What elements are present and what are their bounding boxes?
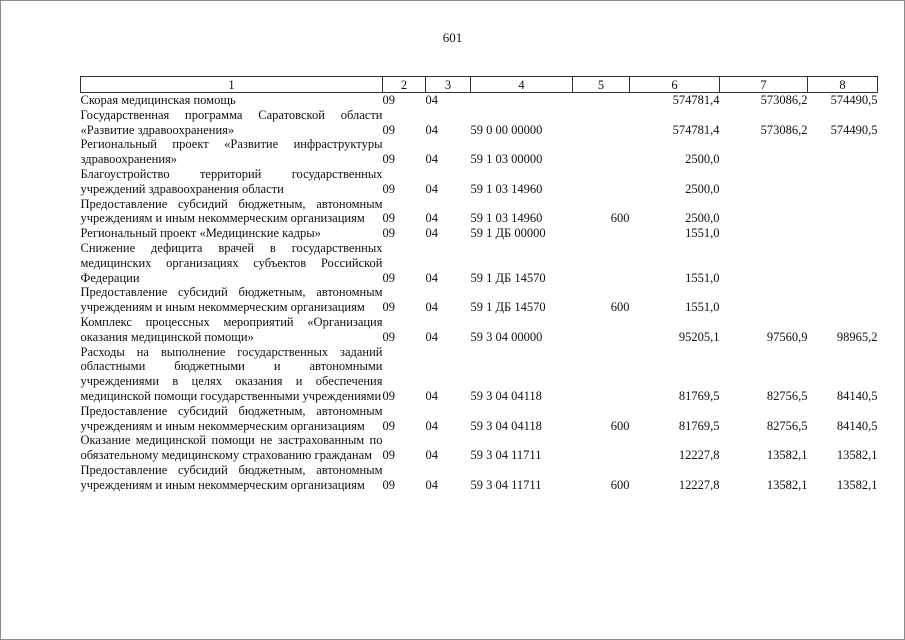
column-header: 4 xyxy=(471,77,573,93)
amount-year-2 xyxy=(720,137,808,167)
target-article-code: 59 1 03 14960 xyxy=(470,211,543,226)
column-header: 2 xyxy=(383,77,426,93)
expense-type-code xyxy=(573,433,630,463)
subsection-code: 04 xyxy=(425,300,438,315)
table-row xyxy=(81,404,878,434)
expense-name: Комплекс процессных мероприятий «Организация оказания медицинской помощи» xyxy=(80,314,383,344)
subsection-code: 04 xyxy=(425,477,438,492)
subsection-code: 04 xyxy=(425,226,438,241)
expense-name: Предоставление субсидий бюджетным, автономным учреждениям и иным некоммерческим организациям xyxy=(80,285,383,315)
section-code: 09 xyxy=(382,226,395,241)
subsection-code: 04 xyxy=(425,270,438,285)
amount-year-2 xyxy=(720,197,808,227)
target-article-code: 59 3 04 11711 xyxy=(470,477,542,492)
column-header: 1 xyxy=(81,77,383,93)
amount-year-1: 12227,8 xyxy=(678,448,720,463)
expense-name: Снижение дефицита врачей в государственных медицинских организациях субъектов Российской Федерации xyxy=(80,240,383,285)
amount-year-1: 81769,5 xyxy=(678,388,720,403)
table-row xyxy=(81,345,878,404)
expense-name: Предоставление субсидий бюджетным, автономным учреждениям и иным некоммерческим организациям xyxy=(80,462,383,492)
amount-year-2: 573086,2 xyxy=(760,93,808,107)
amount-year-2: 82756,5 xyxy=(766,418,808,433)
amount-year-3 xyxy=(808,226,878,241)
table-row xyxy=(81,137,878,167)
amount-year-3 xyxy=(808,241,878,285)
budget-table xyxy=(80,76,878,493)
expense-type-code xyxy=(573,137,630,167)
amount-year-3 xyxy=(808,167,878,197)
amount-year-2: 13582,1 xyxy=(766,477,808,492)
amount-year-2: 573086,2 xyxy=(760,122,808,137)
section-code: 09 xyxy=(382,300,395,315)
target-article-code: 59 1 ДБ 14570 xyxy=(470,270,546,285)
amount-year-2 xyxy=(720,226,808,241)
expense-name: Государственная программа Саратовской области «Развитие здравоохранения» xyxy=(80,107,383,137)
expense-type-code xyxy=(573,108,630,138)
section-code: 09 xyxy=(382,93,395,107)
section-code: 09 xyxy=(382,181,395,196)
target-article-code: 59 1 ДБ 00000 xyxy=(470,226,546,241)
target-article-code: 59 3 04 00000 xyxy=(470,329,543,344)
target-article-code: 59 0 00 00000 xyxy=(470,122,543,137)
amount-year-1: 95205,1 xyxy=(678,329,720,344)
expense-type-code xyxy=(573,345,630,404)
expense-name: Расходы на выполнение государственных заданий областными бюджетными и автономными учреждениями в целях оказания и обеспечения медицинской помощи государственными учреждениями xyxy=(80,344,383,403)
subsection-code: 04 xyxy=(425,181,438,196)
expense-name: Региональный проект «Развитие инфраструктуры здравоохранения» xyxy=(80,137,383,167)
expense-type-code: 600 xyxy=(610,300,630,315)
table-row xyxy=(81,285,878,315)
section-code: 09 xyxy=(382,152,395,167)
target-article-code: 59 3 04 04118 xyxy=(470,418,542,433)
target-article-code: 59 1 03 00000 xyxy=(470,152,543,167)
expense-name: Благоустройство территорий государственных учреждений здравоохранения области xyxy=(80,166,383,196)
subsection-code: 04 xyxy=(425,388,438,403)
amount-year-2 xyxy=(720,167,808,197)
amount-year-3: 98965,2 xyxy=(836,329,878,344)
amount-year-3 xyxy=(808,197,878,227)
section-code: 09 xyxy=(382,270,395,285)
table-row xyxy=(81,226,878,241)
amount-year-1: 2500,0 xyxy=(685,181,720,196)
amount-year-3 xyxy=(808,285,878,315)
column-header: 8 xyxy=(808,77,878,93)
table-row xyxy=(81,93,878,108)
amount-year-2: 97560,9 xyxy=(766,329,808,344)
target-article-code: 59 1 ДБ 14570 xyxy=(470,300,546,315)
expense-name: Скорая медицинская помощь xyxy=(80,93,236,107)
amount-year-1: 1551,0 xyxy=(685,300,720,315)
expense-type-code: 600 xyxy=(610,211,630,226)
amount-year-3: 13582,1 xyxy=(836,448,878,463)
section-code: 09 xyxy=(382,388,395,403)
section-code: 09 xyxy=(382,477,395,492)
subsection-code: 04 xyxy=(425,418,438,433)
section-code: 09 xyxy=(382,448,395,463)
table-row xyxy=(81,433,878,463)
expense-type-code xyxy=(573,226,630,241)
section-code: 09 xyxy=(382,211,395,226)
amount-year-3: 84140,5 xyxy=(836,418,878,433)
amount-year-2 xyxy=(720,241,808,285)
column-header: 7 xyxy=(720,77,808,93)
expense-name: Предоставление субсидий бюджетным, автономным учреждениям и иным некоммерческим организациям xyxy=(80,196,383,226)
table-row xyxy=(81,463,878,493)
expense-name: Предоставление субсидий бюджетным, автономным учреждениям и иным некоммерческим организациям xyxy=(80,403,383,433)
table-header-row xyxy=(81,77,878,93)
subsection-code: 04 xyxy=(425,448,438,463)
target-article-code: 59 3 04 04118 xyxy=(470,388,542,403)
expense-type-code xyxy=(573,93,630,108)
column-header: 3 xyxy=(426,77,471,93)
expense-type-code xyxy=(573,167,630,197)
table-row xyxy=(81,315,878,345)
amount-year-3: 574490,5 xyxy=(830,122,878,137)
section-code: 09 xyxy=(382,329,395,344)
amount-year-2: 13582,1 xyxy=(766,448,808,463)
expense-type-code: 600 xyxy=(610,418,630,433)
table-row xyxy=(81,108,878,138)
expense-type-code xyxy=(573,315,630,345)
target-article-code xyxy=(471,93,573,108)
table-row xyxy=(81,197,878,227)
expense-name: Региональный проект «Медицинские кадры» xyxy=(80,226,321,241)
amount-year-3: 13582,1 xyxy=(836,477,878,492)
amount-year-1: 1551,0 xyxy=(685,270,720,285)
subsection-code: 04 xyxy=(425,152,438,167)
amount-year-3: 84140,5 xyxy=(836,388,878,403)
section-code: 09 xyxy=(382,418,395,433)
target-article-code: 59 3 04 11711 xyxy=(470,448,542,463)
amount-year-1: 574781,4 xyxy=(672,93,720,107)
column-header: 6 xyxy=(630,77,720,93)
amount-year-1: 1551,0 xyxy=(685,226,720,241)
amount-year-1: 2500,0 xyxy=(685,211,720,226)
subsection-code: 04 xyxy=(425,329,438,344)
subsection-code: 04 xyxy=(425,122,438,137)
amount-year-1: 2500,0 xyxy=(685,152,720,167)
amount-year-1: 81769,5 xyxy=(678,418,720,433)
expense-type-code: 600 xyxy=(610,477,630,492)
subsection-code: 04 xyxy=(425,211,438,226)
page-number: 601 xyxy=(442,30,463,45)
expense-name: Оказание медицинской помощи не застрахованным по обязательному медицинскому страхованию гражданам xyxy=(80,433,383,463)
target-article-code: 59 1 03 14960 xyxy=(470,181,543,196)
amount-year-3 xyxy=(808,137,878,167)
amount-year-1: 12227,8 xyxy=(678,477,720,492)
table-row xyxy=(81,167,878,197)
amount-year-3: 574490,5 xyxy=(830,93,878,107)
amount-year-2: 82756,5 xyxy=(766,388,808,403)
section-code: 09 xyxy=(382,122,395,137)
column-header: 5 xyxy=(573,77,630,93)
amount-year-1: 574781,4 xyxy=(672,122,720,137)
amount-year-2 xyxy=(720,285,808,315)
table-row xyxy=(81,241,878,285)
subsection-code: 04 xyxy=(425,93,438,107)
expense-type-code xyxy=(573,241,630,285)
